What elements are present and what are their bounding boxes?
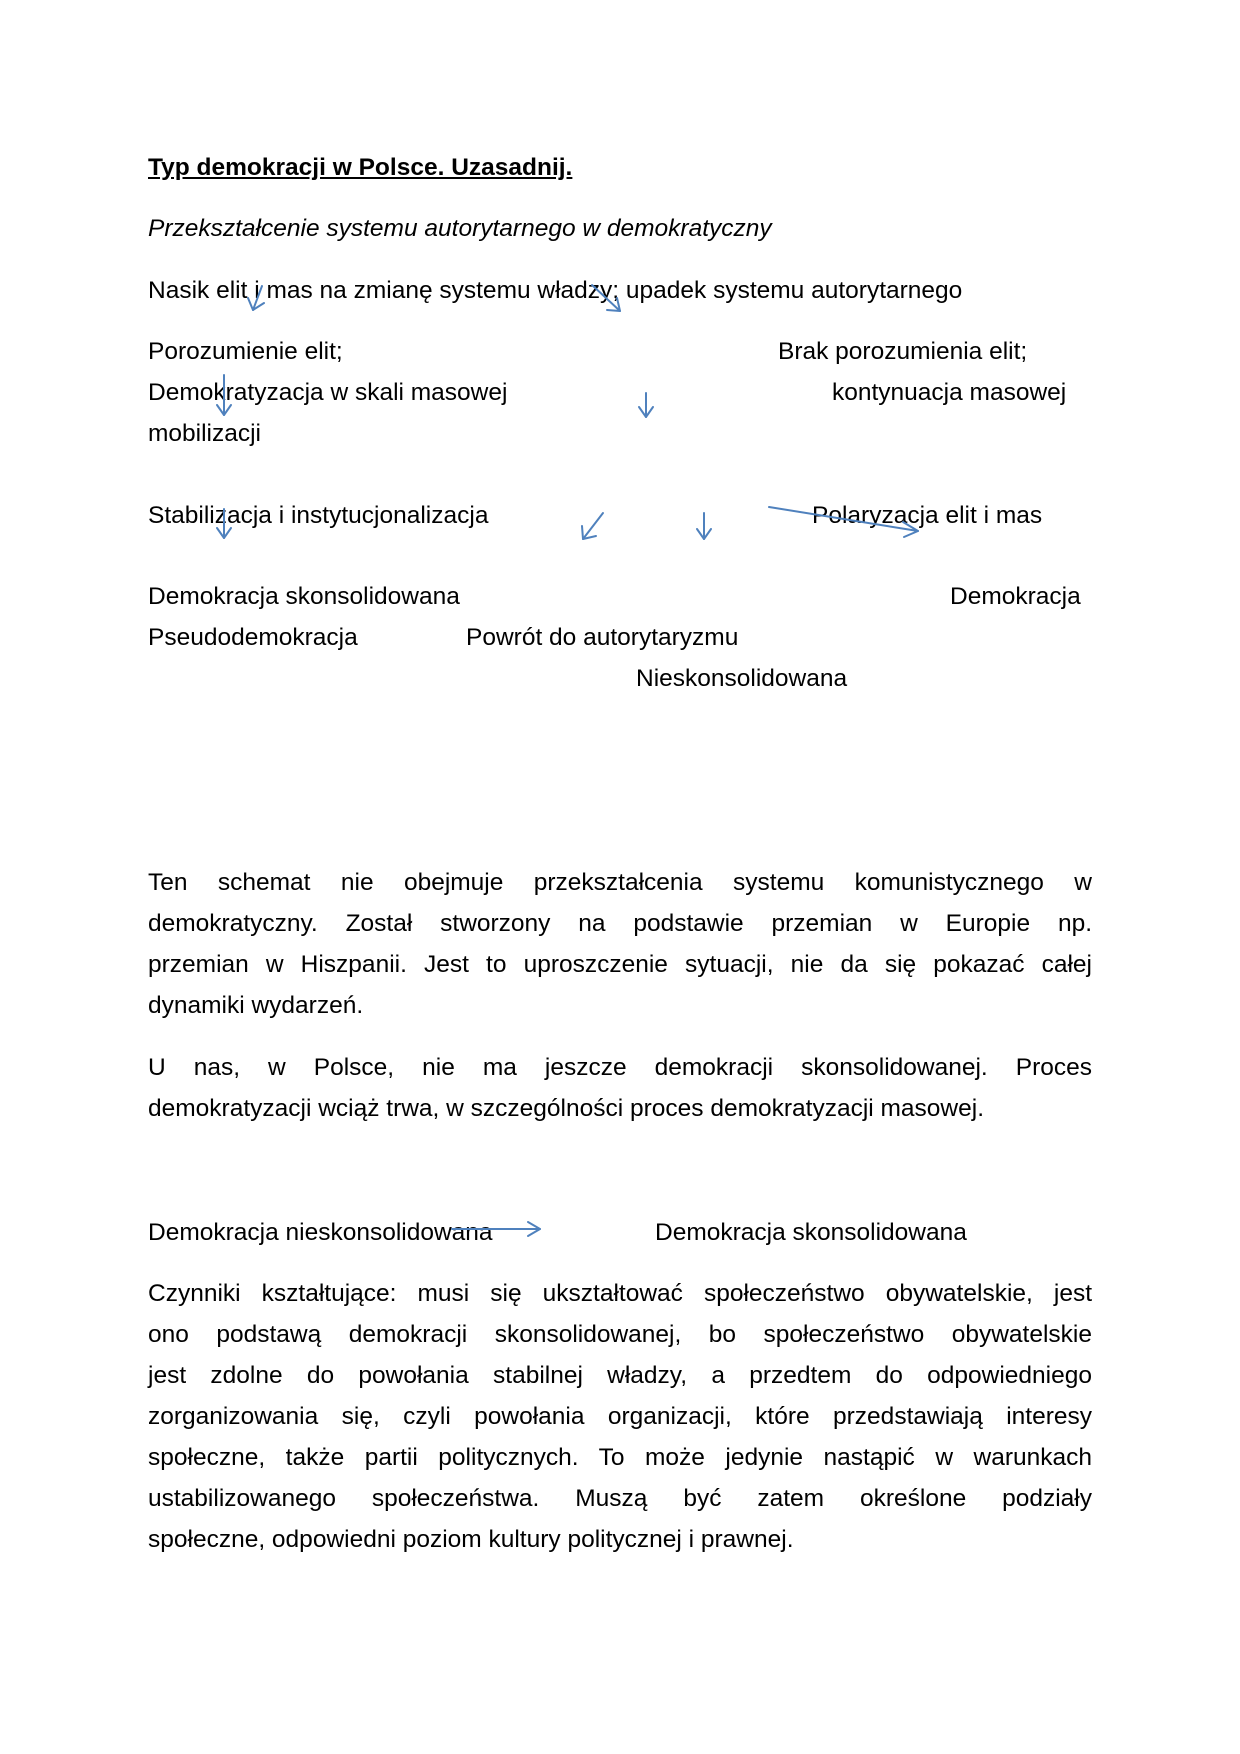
paragraph-scheme-note [148, 862, 1092, 1026]
diagram-polarization: Polaryzacja elit i mas [812, 502, 1043, 529]
paragraph-line: Ten schemat nie obejmuje przekształcenia systemu komunistycznego w [148, 869, 1092, 896]
paragraph-poland [148, 1047, 1092, 1129]
flow-from: Demokracja nieskonsolidowana [148, 1219, 493, 1246]
arrow-icon [639, 393, 653, 417]
page-title: Typ demokracji w Polsce. Uzasadnij. [148, 154, 573, 181]
paragraph-line: ustabilizowanego społeczeństwa. Muszą być zatem określone podziały [148, 1485, 1092, 1512]
diagram-consolidated-democracy: Demokracja skonsolidowana [148, 583, 460, 610]
paragraph-line: ono podstawą demokracji skonsolidowanej, bo społeczeństwo obywatelskie [148, 1321, 1092, 1348]
paragraph-line: U nas, w Polsce, nie ma jeszcze demokracji skonsolidowanej. Proces [148, 1054, 1092, 1081]
paragraph-line: społeczne, odpowiedni poziom kultury politycznej i prawnej. [148, 1526, 794, 1553]
diagram-return-authoritarianism: Powrót do autorytaryzmu [466, 624, 739, 651]
subtitle: Przekształcenie systemu autorytarnego w demokratyczny [148, 215, 772, 242]
diagram-pseudodemocracy: Pseudodemokracja [148, 624, 358, 651]
paragraph-line: społeczne, także partii politycznych. To może jedynie nastąpić w warunkach [148, 1444, 1092, 1471]
arrow-icon [582, 513, 603, 539]
diagram-top-text: Nasik elit i mas na zmianę systemu władzy; upadek systemu autorytarnego [148, 277, 963, 304]
arrow-icon [697, 513, 711, 539]
paragraph-line: demokratyczny. Został stworzony na podstawie przemian w Europie np. [148, 910, 1092, 937]
diagram-right-2: kontynuacja masowej [832, 379, 1067, 406]
diagram-democracy-right: Demokracja [950, 583, 1081, 610]
paragraph-line: Czynniki kształtujące: musi się ukształtować społeczeństwo obywatelskie, jest [148, 1280, 1092, 1307]
paragraph-line: demokratyzacji wciąż trwa, w szczególności proces demokratyzacji masowej. [148, 1095, 985, 1122]
diagram-stabilization: Stabilizacja i instytucjonalizacja [148, 502, 489, 529]
diagram-right-1: Brak porozumienia elit; [778, 338, 1028, 365]
paragraph-line: przemian w Hiszpanii. Jest to uproszczenie sytuacji, nie da się pokazać całej [148, 951, 1092, 978]
paragraph-factors [148, 1273, 1092, 1560]
paragraph-line: zorganizowania się, czyli powołania organizacji, które przedstawiają interesy [148, 1403, 1092, 1430]
paragraph-line: dynamiki wydarzeń. [148, 992, 364, 1019]
diagram-unconsolidated: Nieskonsolidowana [636, 665, 848, 692]
diagram-left-2: Demokratyzacja w skali masowej [148, 379, 508, 406]
paragraph-line: jest zdolne do powołania stabilnej władzy, a przedtem do odpowiedniego [148, 1362, 1092, 1389]
diagram-left-3: mobilizacji [148, 420, 262, 447]
diagram-left-1: Porozumienie elit; [148, 338, 343, 365]
flow-to: Demokracja skonsolidowana [655, 1219, 967, 1246]
